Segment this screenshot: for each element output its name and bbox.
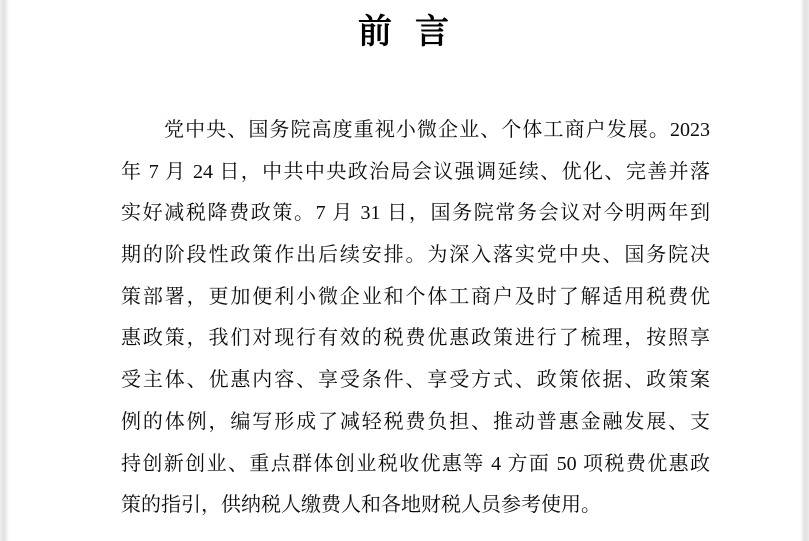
paragraph-line: 年 7 月 24 日，中共中央政治局会议强调延续、优化、完善并落 [121,160,710,183]
paragraph-line: 期的阶段性政策作出后续安排。为深入落实党中央、国务院决 [121,244,710,267]
paragraph-line: 党中央、国务院高度重视小微企业、个体工商户发展。2023 [164,119,710,141]
paragraph-line: 受主体、优惠内容、享受条件、享受方式、政策依据、政策案 [121,369,710,392]
page-edge-left [0,0,9,541]
paragraph-line: 实好减税降费政策。7 月 31 日，国务院常务会议对今明两年到 [121,202,710,225]
page-edge-right [800,0,809,541]
preface-paragraph [121,110,710,527]
paragraph-line: 策的指引，供纳税人缴费人和各地财税人员参考使用。 [121,494,601,517]
paragraph-line: 持创新创业、重点群体创业税收优惠等 4 方面 50 项税费优惠政 [121,452,710,475]
paragraph-line: 策部署，更加便利小微企业和个体工商户及时了解适用税费优 [121,285,710,308]
paragraph-line: 惠政策，我们对现行有效的税费优惠政策进行了梳理，按照享 [121,327,710,350]
paragraph-line: 例的体例，编写形成了减轻税费负担、推动普惠金融发展、支 [121,410,710,433]
document-title: 前 言 [358,14,451,51]
